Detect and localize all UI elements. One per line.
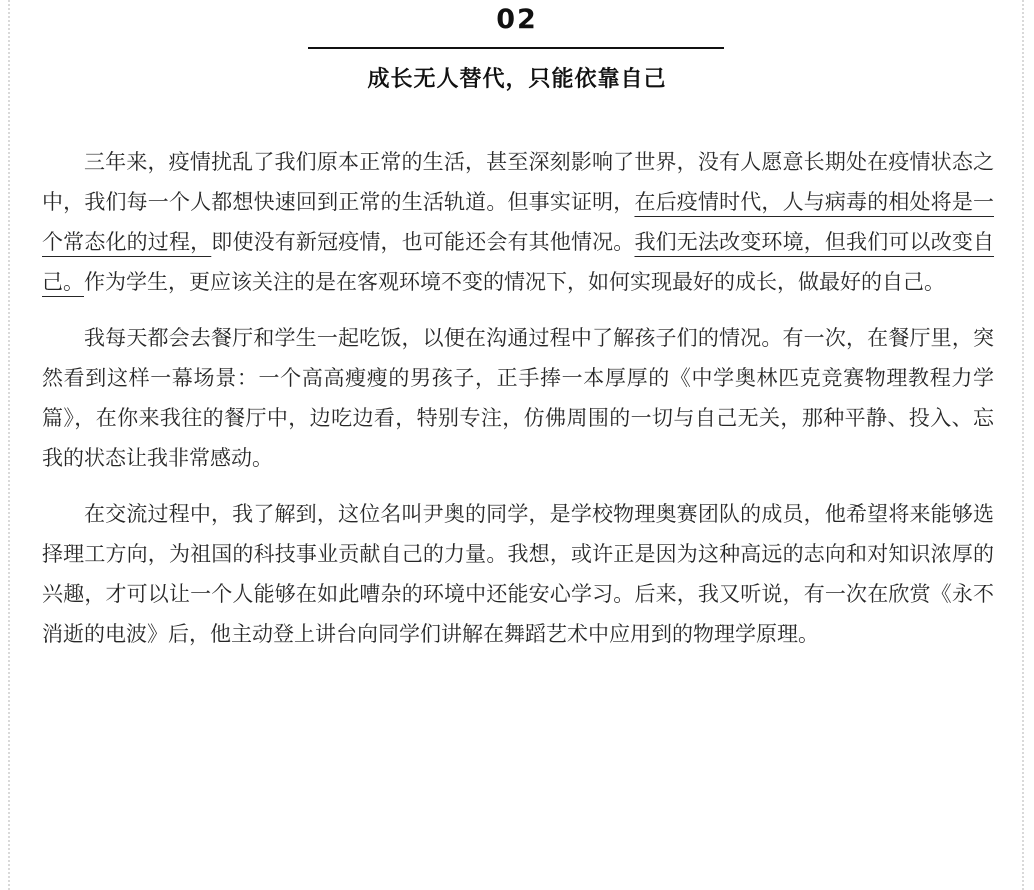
paragraph-1-text-3: 作为学生，更应该关注的是在客观环境不变的情况下，如何实现最好的成长，做最好的自己。 [84,270,945,294]
paragraph-1-text-1: 三年来，疫情扰乱了我们原本正常的生活，甚至深刻影响了世界，没有人愿意长期处在疫情状态之中，我们每一个人都想快速回到正常的生活轨道。但事实证明， [42,150,994,214]
section-number: 02 [496,4,538,35]
paragraph-1-text-2: 即使没有新冠疫情，也可能还会有其他情况。 [211,230,635,254]
section-title: 成长无人替代，只能依靠自己 [367,67,667,92]
paragraph-3-text: 在交流过程中，我了解到，这位名叫尹奥的同学，是学校物理奥赛团队的成员，他希望将来能够选择理工方向，为祖国的科技事业贡献自己的力量。我想，或许正是因为这种高远的志向和对知识浓厚的兴趣，才可以让一个人能够在如此嘈杂的环境中还能安心学习。后来，我又听说，有一次在欣赏《永不消逝的电波》后，他主动登上讲台向同学们讲解在舞蹈艺术中应用到的物理学原理。 [42,502,994,646]
paragraph-1-underlined-1: 在后疫情时代，人与病毒的相处将是一个常态化的过程， [42,190,994,254]
paragraph-2 [42,318,994,478]
paragraph-1-underlined-2: 我们无法改变环境，但我们可以改变自己。 [42,230,995,294]
paragraph-2-text: 我每天都会去餐厅和学生一起吃饭，以便在沟通过程中了解孩子们的情况。有一次，在餐厅里，突然看到这样一幕场景：一个高高瘦瘦的男孩子，正手捧一本厚厚的《中学奥林匹克竞赛物理教程力学篇》，在你来我往的餐厅中，边吃边看，特别专注，仿佛周围的一切与自己无关，那种平静、投入、忘我的状态让我非常感动。 [42,326,994,470]
article-body [42,142,994,670]
title-divider [308,47,724,49]
paragraph-1 [42,142,994,302]
paragraph-3 [42,494,994,654]
